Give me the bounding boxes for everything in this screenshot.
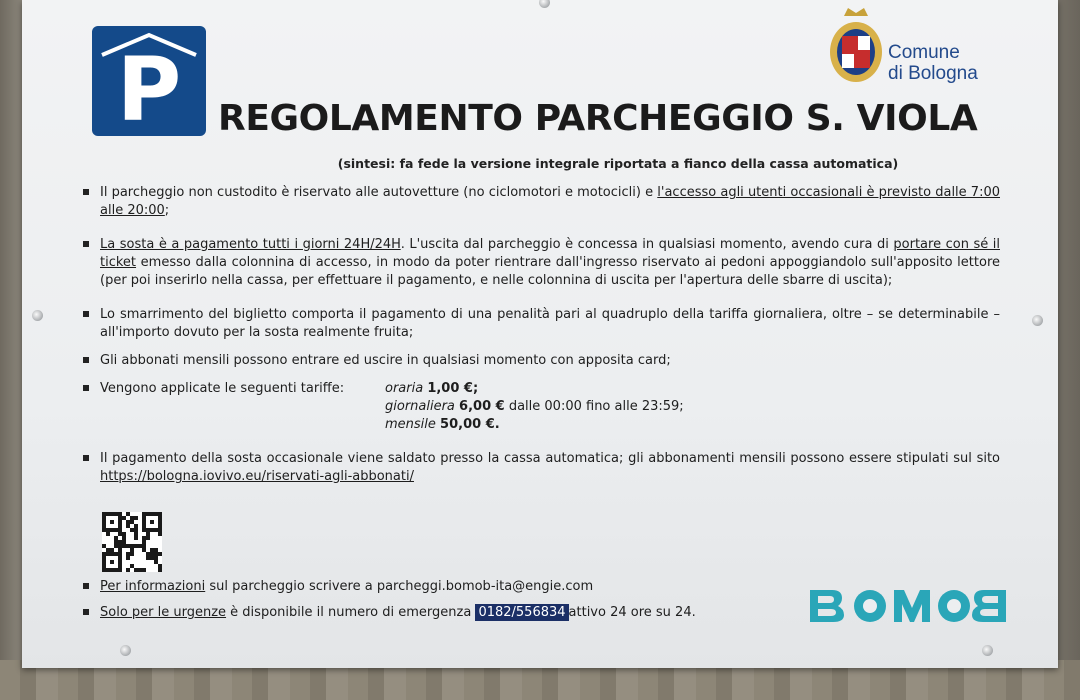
tariff-price: 50,00 €. [440, 417, 500, 432]
screw [120, 645, 131, 656]
emergency-phone: 0182/556834 [475, 604, 568, 621]
rule-payment-subscription [80, 450, 1000, 486]
parking-logo [92, 26, 206, 141]
tariff-monthly [385, 416, 1000, 434]
qr-module [158, 568, 162, 572]
rule-text: Il pagamento della sosta occasionale viene saldato presso la cassa automatica; gli abbonamenti mensili possono essere stipulati sul sito [100, 451, 1000, 466]
rule-text: Il parcheggio non custodito è riservato alle autovetture (no ciclomotori e motocicli) e [100, 185, 658, 200]
rule-text: . L'uscita dal parcheggio è concessa in qualsiasi momento, avendo cura di [400, 237, 894, 252]
bologna-crest-icon [828, 6, 884, 84]
tariff-hourly [385, 380, 1000, 398]
info-label-underlined: Solo per le urgenze [100, 605, 227, 620]
tariffs-list [385, 380, 1000, 434]
subscription-link: https://bologna.iovivo.eu/riservati-agli-abbonati/ [100, 469, 414, 484]
screw [32, 310, 43, 321]
screw [1032, 315, 1043, 326]
tariff-label: giornaliera [385, 399, 455, 414]
rule-subscribers: Gli abbonati mensili possono entrare ed uscire in qualsiasi momento con apposita card; [80, 352, 1000, 370]
rule-lost-ticket: Lo smarrimento del biglietto comporta il pagamento di una penalità pari al quadruplo della tariffa giornaliera, oltre – se determinabile – all'importo dovuto per la sosta realmente fruita; [80, 306, 1000, 342]
screw [539, 0, 550, 8]
screw [982, 645, 993, 656]
rule-text: emesso dalla colonnina di accesso, in modo da poter rientrare dall'ingresso riservato ai pedoni appoggiandolo sull'apposito lettore (per poi inserirlo nella cassa, per effettuare il pagamento, e nelle colonnina di uscita per l'apertura delle sbarre di uscita); [100, 255, 1000, 288]
tariff-note: dalle 00:00 fino alle 23:59; [504, 399, 684, 414]
sign-subtitle: (sintesi: fa fede la versione integrale riportata a fianco della cassa automatica) [337, 156, 899, 171]
sign-title: REGOLAMENTO PARCHEGGIO S. VIOLA [218, 98, 978, 139]
info-text: attivo 24 ore su 24. [568, 605, 696, 620]
rule-text-underlined: l'accesso agli utenti occasionali è previsto dalle 7:00 alle 20:00 [100, 185, 1000, 218]
parking-letter: P [116, 38, 182, 141]
info-label-underlined: Per informazioni [100, 579, 206, 594]
info-text: è disponibile il numero di emergenza [226, 605, 476, 620]
rule-text-underlined: La sosta è a pagamento tutti i giorni 24H/24H [100, 237, 401, 252]
comune-line1: Comune [888, 42, 960, 63]
tariff-daily [385, 398, 1000, 416]
rule-access-hours [80, 184, 1000, 220]
rule-tariffs [80, 380, 1000, 434]
rule-payment [80, 236, 1000, 290]
rules-list [80, 184, 1000, 486]
tariff-label: oraria [385, 381, 424, 396]
comune-line2: di Bologna [888, 63, 978, 84]
rule-text: ; [164, 203, 170, 218]
tariffs-lead: Vengono applicate le seguenti tariffe: [100, 381, 345, 396]
qr-code [102, 512, 162, 572]
rule-text-underlined: portare con sé il ticket [100, 237, 1000, 270]
tariff-label: mensile [385, 417, 436, 432]
regulation-sign [22, 0, 1058, 668]
bomob-logo-icon [808, 586, 1008, 626]
info-text: sul parcheggio scrivere a parcheggi.bomob-ita@engie.com [205, 579, 594, 594]
comune-di-bologna [888, 42, 978, 84]
tariff-price: 6,00 € [459, 399, 505, 414]
tariff-price: 1,00 €; [427, 381, 479, 396]
